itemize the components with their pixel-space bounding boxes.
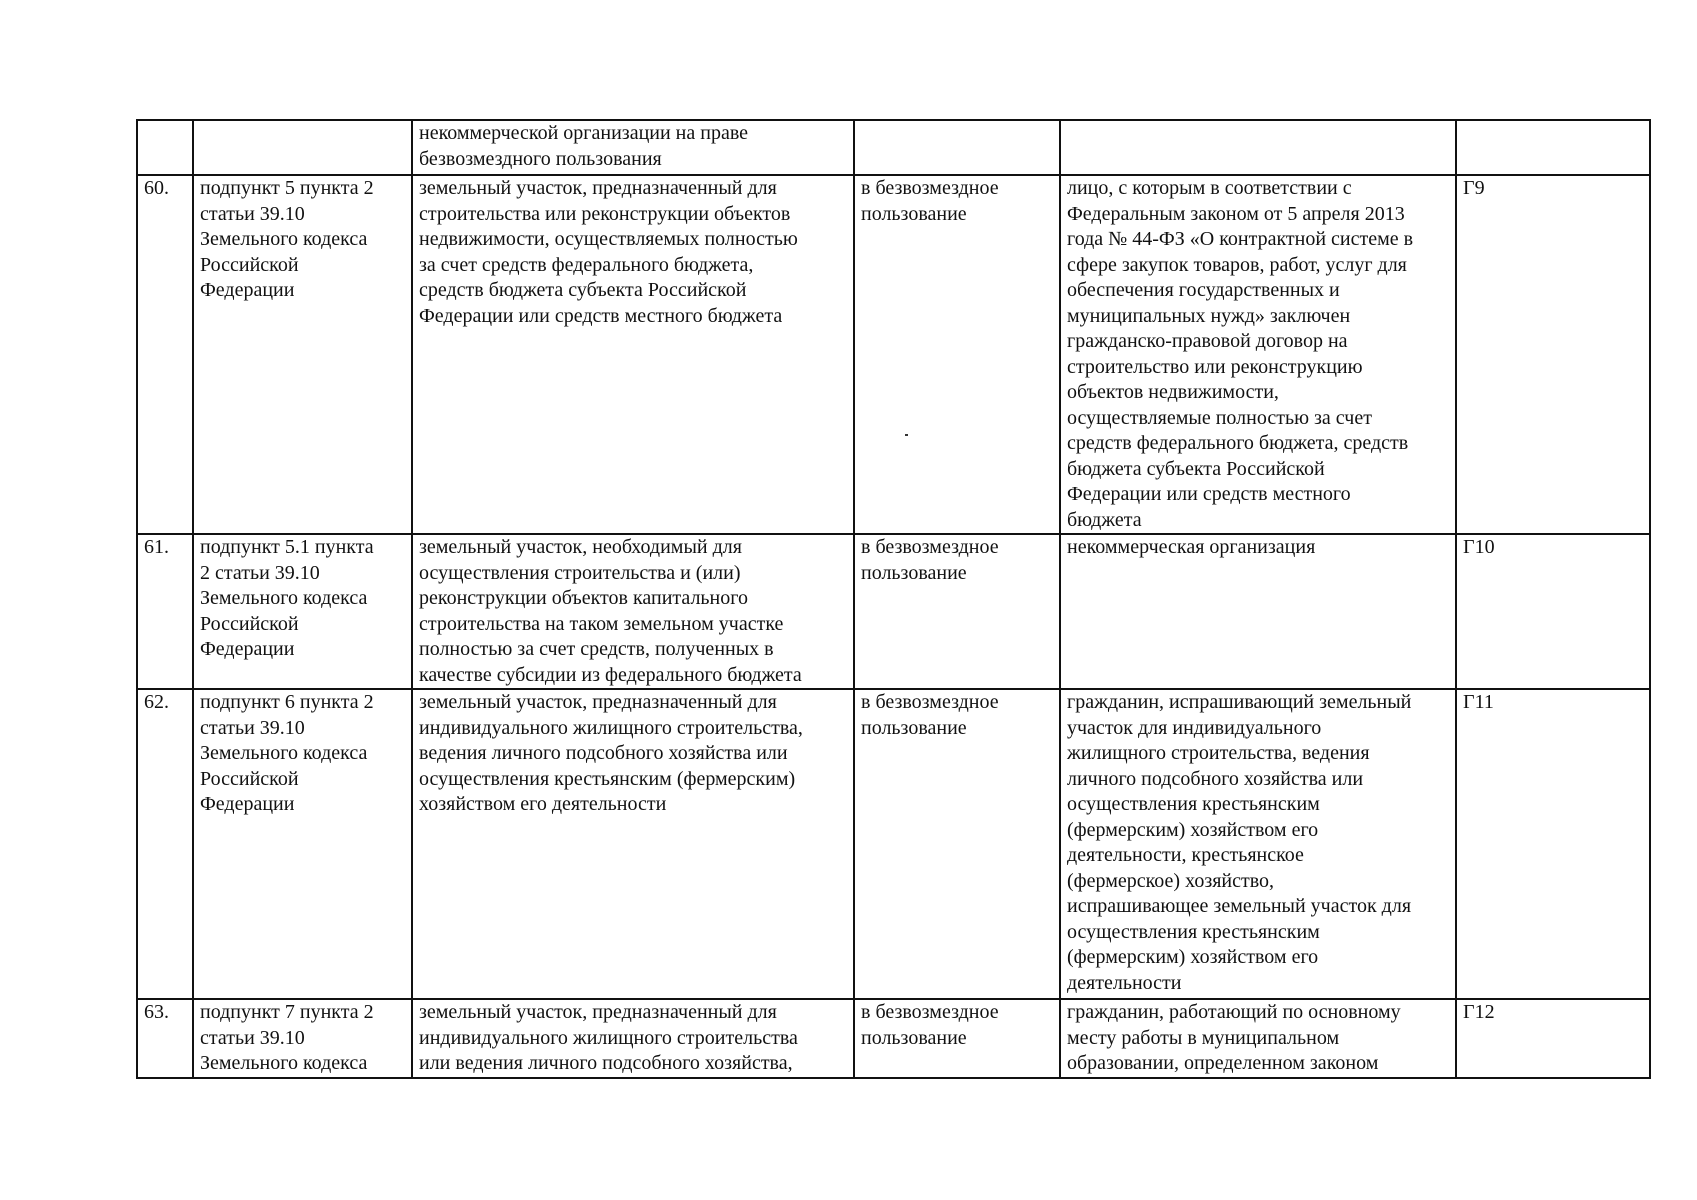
provision-type-cell: в безвозмездное пользование [854, 999, 1060, 1078]
scan-speck [905, 434, 908, 436]
legal-basis-cell: подпункт 5 пункта 2 статьи 39.10 Земельного кодекса Российской Федерации [193, 175, 412, 534]
applicant-cell: гражданин, работающий по основному месту работы в муниципальном образовании, определенном законом [1060, 999, 1456, 1078]
land-plot-cell: земельный участок, предназначенный для индивидуального жилищного строительства или ведения личного подсобного хозяйства, [412, 999, 854, 1078]
code-cell: Г11 [1456, 689, 1650, 999]
row-number: 63. [137, 999, 193, 1078]
table-row [137, 689, 1650, 999]
land-plot-cell: земельный участок, предназначенный для строительства или реконструкции объектов недвижимости, осуществляемых полностью за счет средств федерального бюджета, средств бюджета субъекта Российской Федерации или средств местного бюджета [412, 175, 854, 534]
table-row [137, 999, 1650, 1078]
legal-basis-cell [193, 120, 412, 175]
row-number: 62. [137, 689, 193, 999]
row-number [137, 120, 193, 175]
land-plot-cell: земельный участок, предназначенный для индивидуального жилищного строительства, ведения личного подсобного хозяйства или осуществления крестьянским (фермерским) хозяйством его деятельности [412, 689, 854, 999]
table-row [137, 120, 1650, 175]
legal-basis-cell: подпункт 6 пункта 2 статьи 39.10 Земельного кодекса Российской Федерации [193, 689, 412, 999]
row-number: 60. [137, 175, 193, 534]
table-row [137, 534, 1650, 689]
code-cell [1456, 120, 1650, 175]
applicant-cell: лицо, с которым в соответствии с Федеральным законом от 5 апреля 2013 года № 44-ФЗ «О контрактной системе в сфере закупок товаров, работ, услуг для обеспечения государственных и муниципальных нужд» заключен гражданско-правовой договор на строительство или реконструкцию объектов недвижимости, осуществляемые полностью за счет средств федерального бюджета, средств бюджета субъекта Российской Федерации или средств местного бюджета [1060, 175, 1456, 534]
applicant-cell [1060, 120, 1456, 175]
provision-type-cell: в безвозмездное пользование [854, 175, 1060, 534]
provision-type-cell [854, 120, 1060, 175]
land-plot-cell: земельный участок, необходимый для осуществления строительства и (или) реконструкции объектов капитального строительства на таком земельном участке полностью за счет средств, полученных в качестве субсидии из федерального бюджета [412, 534, 854, 689]
table-row [137, 175, 1650, 534]
legal-basis-cell: подпункт 5.1 пункта 2 статьи 39.10 Земельного кодекса Российской Федерации [193, 534, 412, 689]
row-number: 61. [137, 534, 193, 689]
provision-type-cell: в безвозмездное пользование [854, 689, 1060, 999]
legal-basis-cell: подпункт 7 пункта 2 статьи 39.10 Земельного кодекса [193, 999, 412, 1078]
code-cell: Г10 [1456, 534, 1650, 689]
land-plot-cell: некоммерческой организации на праве безвозмездного пользования [412, 120, 854, 175]
applicant-cell: некоммерческая организация [1060, 534, 1456, 689]
code-cell: Г9 [1456, 175, 1650, 534]
code-cell: Г12 [1456, 999, 1650, 1078]
provision-type-cell: в безвозмездное пользование [854, 534, 1060, 689]
applicant-cell: гражданин, испрашивающий земельный участок для индивидуального жилищного строительства, ведения личного подсобного хозяйства или осуществления крестьянским (фермерским) хозяйством его деятельности, крестьянское (фермерское) хозяйство, испрашивающее земельный участок для осуществления крестьянским (фермерским) хозяйством его деятельности [1060, 689, 1456, 999]
land-provision-table [136, 119, 1651, 1079]
